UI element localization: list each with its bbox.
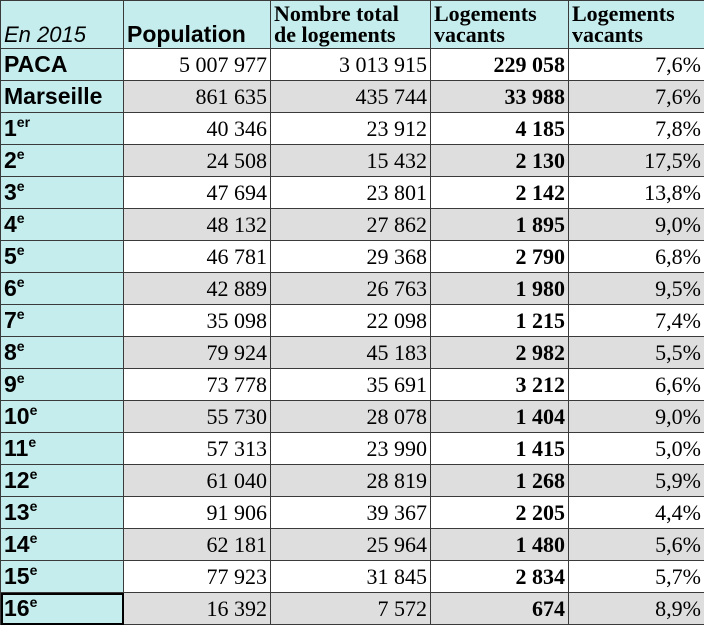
population-cell[interactable]: 35 098: [124, 305, 271, 337]
row-label-suffix: e: [17, 306, 25, 322]
population-cell[interactable]: 5 007 977: [124, 49, 271, 81]
logements-cell[interactable]: 7 572: [271, 593, 431, 625]
taux-cell[interactable]: 5,6%: [569, 529, 704, 561]
population-cell[interactable]: 62 181: [124, 529, 271, 561]
row-label-cell[interactable]: [1, 433, 124, 465]
row-label-suffix: e: [17, 242, 25, 258]
table-row: [1, 81, 704, 113]
row-label-suffix: e: [30, 562, 38, 578]
table-row: [1, 433, 704, 465]
row-label-suffix: e: [17, 210, 25, 226]
logements-cell[interactable]: 23 912: [271, 113, 431, 145]
row-label-suffix: e: [17, 146, 25, 162]
vacants-cell[interactable]: 1 268: [431, 465, 569, 497]
taux-cell[interactable]: 7,4%: [569, 305, 704, 337]
row-label: 1: [4, 115, 17, 141]
taux-header[interactable]: [569, 1, 704, 49]
logements-cell[interactable]: 35 691: [271, 369, 431, 401]
vacants-cell[interactable]: 2 834: [431, 561, 569, 593]
population-header[interactable]: Population: [124, 1, 271, 49]
taux-cell[interactable]: 4,4%: [569, 497, 704, 529]
population-cell[interactable]: 40 346: [124, 113, 271, 145]
logements-cell[interactable]: 15 432: [271, 145, 431, 177]
row-label: 8: [4, 339, 17, 365]
table-row: [1, 497, 704, 529]
table-row: [1, 113, 704, 145]
vacants-cell[interactable]: 3 212: [431, 369, 569, 401]
vacants-cell[interactable]: 1 215: [431, 305, 569, 337]
taux-cell[interactable]: 7,6%: [569, 81, 704, 113]
logements-cell[interactable]: 31 845: [271, 561, 431, 593]
table-row: [1, 529, 704, 561]
logements-cell[interactable]: 39 367: [271, 497, 431, 529]
population-cell[interactable]: 77 923: [124, 561, 271, 593]
row-label-cell[interactable]: [1, 241, 124, 273]
taux-cell[interactable]: 7,8%: [569, 113, 704, 145]
vacants-cell[interactable]: 2 205: [431, 497, 569, 529]
row-label: 11: [4, 435, 28, 461]
population-cell[interactable]: 73 778: [124, 369, 271, 401]
row-label-cell[interactable]: [1, 561, 124, 593]
table-row: [1, 273, 704, 305]
table-row: [1, 49, 704, 81]
vacants-cell[interactable]: 674: [431, 593, 569, 625]
vacants-cell[interactable]: 1 415: [431, 433, 569, 465]
taux-header-line2: vacants: [572, 24, 701, 46]
vacants-cell[interactable]: 2 982: [431, 337, 569, 369]
vacants-header[interactable]: [431, 1, 569, 49]
logements-cell[interactable]: 26 763: [271, 273, 431, 305]
row-label-cell[interactable]: [1, 337, 124, 369]
logements-cell[interactable]: 25 964: [271, 529, 431, 561]
population-cell[interactable]: 24 508: [124, 145, 271, 177]
table-row: [1, 337, 704, 369]
table-row: [1, 305, 704, 337]
row-label: 3: [4, 179, 17, 205]
table-row: [1, 401, 704, 433]
logements-header-line2: de logements: [274, 24, 427, 46]
taux-cell[interactable]: 6,6%: [569, 369, 704, 401]
row-label-suffix: e: [30, 466, 38, 482]
population-cell[interactable]: 861 635: [124, 81, 271, 113]
row-label-suffix: e: [30, 498, 38, 514]
vacants-header-line2: vacants: [434, 24, 565, 46]
population-cell[interactable]: 57 313: [124, 433, 271, 465]
row-label: 4: [4, 211, 17, 237]
logements-header[interactable]: [271, 1, 431, 49]
vacants-cell[interactable]: 33 988: [431, 81, 569, 113]
table-row: [1, 209, 704, 241]
taux-cell[interactable]: 8,9%: [569, 593, 704, 625]
vacants-cell[interactable]: 1 404: [431, 401, 569, 433]
population-cell[interactable]: 46 781: [124, 241, 271, 273]
table-row: [1, 241, 704, 273]
logements-cell[interactable]: 22 098: [271, 305, 431, 337]
logements-header-line1: Nombre total: [274, 3, 427, 25]
population-cell[interactable]: 47 694: [124, 177, 271, 209]
row-label-cell[interactable]: [1, 113, 124, 145]
row-label-suffix: e: [17, 178, 25, 194]
population-cell[interactable]: 61 040: [124, 465, 271, 497]
logements-cell[interactable]: 3 013 915: [271, 49, 431, 81]
row-label: 13: [4, 499, 30, 525]
row-label: 14: [4, 531, 30, 557]
row-label: 5: [4, 243, 17, 269]
row-label-cell[interactable]: [1, 81, 124, 113]
taux-header-line1: Logements: [572, 3, 701, 25]
row-label-suffix: e: [17, 338, 25, 354]
table-row: [1, 145, 704, 177]
taux-cell[interactable]: 6,8%: [569, 241, 704, 273]
taux-cell[interactable]: 5,9%: [569, 465, 704, 497]
row-label-suffix: er: [17, 114, 30, 130]
row-label-suffix: e: [30, 594, 38, 610]
row-label: 16: [4, 595, 30, 621]
vacants-cell[interactable]: 1 980: [431, 273, 569, 305]
row-label: 6: [4, 275, 17, 301]
row-label-suffix: e: [30, 530, 38, 546]
row-label-suffix: e: [17, 370, 25, 386]
population-cell[interactable]: 16 392: [124, 593, 271, 625]
table-row: [1, 177, 704, 209]
population-cell[interactable]: 91 906: [124, 497, 271, 529]
taux-cell[interactable]: 17,5%: [569, 145, 704, 177]
taux-cell[interactable]: 5,7%: [569, 561, 704, 593]
row-label: PACA: [4, 51, 67, 77]
row-label-cell[interactable]: [1, 209, 124, 241]
vacants-cell[interactable]: 1 895: [431, 209, 569, 241]
row-label-cell[interactable]: [1, 401, 124, 433]
row-label-cell[interactable]: [1, 497, 124, 529]
vacants-header-line1: Logements: [434, 3, 565, 25]
vacants-cell[interactable]: 229 058: [431, 49, 569, 81]
logements-cell[interactable]: 23 990: [271, 433, 431, 465]
row-label: 9: [4, 371, 17, 397]
row-label-cell[interactable]: [1, 273, 124, 305]
vacants-cell[interactable]: 2 142: [431, 177, 569, 209]
logements-cell[interactable]: 435 744: [271, 81, 431, 113]
row-label-cell[interactable]: [1, 145, 124, 177]
table-row: [1, 465, 704, 497]
row-label: 10: [4, 403, 30, 429]
vacants-cell[interactable]: 2 130: [431, 145, 569, 177]
row-label-cell[interactable]: [1, 177, 124, 209]
logements-cell[interactable]: 29 368: [271, 241, 431, 273]
taux-cell[interactable]: 7,6%: [569, 49, 704, 81]
logements-cell[interactable]: 28 819: [271, 465, 431, 497]
taux-cell[interactable]: 5,0%: [569, 433, 704, 465]
population-cell[interactable]: 48 132: [124, 209, 271, 241]
row-label: 2: [4, 147, 17, 173]
vacants-cell[interactable]: 2 790: [431, 241, 569, 273]
population-cell[interactable]: 79 924: [124, 337, 271, 369]
table-row: [1, 561, 704, 593]
vacants-cell[interactable]: 4 185: [431, 113, 569, 145]
row-label-cell[interactable]: [1, 49, 124, 81]
corner-header[interactable]: En 2015: [1, 1, 124, 49]
header-row: [1, 1, 704, 49]
taux-cell[interactable]: 9,0%: [569, 401, 704, 433]
row-label-cell[interactable]: [1, 465, 124, 497]
row-label-cell[interactable]: [1, 593, 124, 625]
population-cell[interactable]: 42 889: [124, 273, 271, 305]
row-label-cell[interactable]: [1, 369, 124, 401]
taux-cell[interactable]: 5,5%: [569, 337, 704, 369]
row-label-cell[interactable]: [1, 529, 124, 561]
row-label-suffix: e: [28, 434, 36, 450]
logements-cell[interactable]: 45 183: [271, 337, 431, 369]
row-label: 7: [4, 307, 17, 333]
vacants-cell[interactable]: 1 480: [431, 529, 569, 561]
row-label-cell[interactable]: [1, 305, 124, 337]
table-row: [1, 369, 704, 401]
population-cell[interactable]: 55 730: [124, 401, 271, 433]
taux-cell[interactable]: 13,8%: [569, 177, 704, 209]
taux-cell[interactable]: 9,5%: [569, 273, 704, 305]
taux-cell[interactable]: 9,0%: [569, 209, 704, 241]
table-body: [1, 49, 704, 625]
row-label: 12: [4, 467, 30, 493]
table-row: [1, 593, 704, 625]
logements-cell[interactable]: 28 078: [271, 401, 431, 433]
row-label: Marseille: [4, 83, 102, 109]
row-label-suffix: e: [17, 274, 25, 290]
logements-cell[interactable]: 23 801: [271, 177, 431, 209]
row-label-suffix: e: [30, 402, 38, 418]
row-label: 15: [4, 563, 30, 589]
logements-cell[interactable]: 27 862: [271, 209, 431, 241]
